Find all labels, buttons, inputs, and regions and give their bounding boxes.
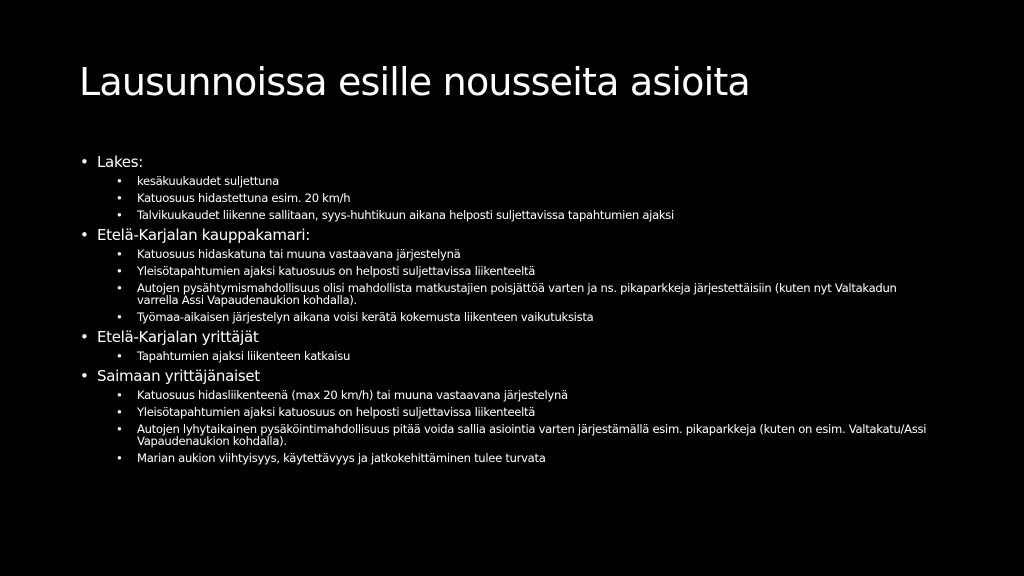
list-item: • Tapahtumien ajaksi liikenteen katkaisu [80,350,937,362]
list-item: • Katuosuus hidaskatuna tai muuna vastaavana järjestelynä [80,248,937,260]
list-item: • kesäkuukaudet suljettuna [80,175,937,187]
list-item: • Autojen pysähtymismahdollisuus olisi mahdollista matkustajien poisjättöä varten ja ns. pikaparkkeja järjestettäisiin (kuten nyt Valtakadun varrella Assi Vapaudenaukion kohdalla). [80,282,937,306]
section-yrittajat [80,328,940,362]
bullet-list [80,175,940,221]
list-item: • Autojen lyhytaikainen pysäköintimahdollisuus pitää voida sallia asiointia varten järjestämällä esim. pikaparkkeja (kuten on esim. Valtakatu/Assi Vapaudenaukion kohdalla). [80,423,937,447]
slide-content [80,150,940,469]
section-heading: • Etelä-Karjalan kauppakamari: [80,226,940,245]
list-item: • Yleisötapahtumien ajaksi katuosuus on helposti suljettavissa liikenteeltä [80,406,937,418]
section-yrittajanaiset [80,367,940,464]
section-heading: • Lakes: [80,153,940,172]
list-item: • Talvikuukaudet liikenne sallitaan, syys-huhtikuun aikana helposti suljettavissa tapahtumien ajaksi [80,209,937,221]
list-item: • Katuosuus hidastettuna esim. 20 km/h [80,192,937,204]
bullet-list [80,350,940,362]
slide-title: Lausunnoissa esille nousseita asioita [79,60,750,104]
bullet-list [80,389,940,464]
section-kauppakamari [80,226,940,323]
list-item: • Marian aukion viihtyisyys, käytettävyys ja jatkokehittäminen tulee turvata [80,452,937,464]
list-item: • Katuosuus hidasliikenteenä (max 20 km/h) tai muuna vastaavana järjestelynä [80,389,937,401]
section-lakes [80,153,940,221]
list-item: • Työmaa-aikaisen järjestelyn aikana voisi kerätä kokemusta liikenteen vaikutuksista [80,311,937,323]
section-heading: • Etelä-Karjalan yrittäjät [80,328,940,347]
section-heading: • Saimaan yrittäjänaiset [80,367,940,386]
list-item: • Yleisötapahtumien ajaksi katuosuus on helposti suljettavissa liikenteeltä [80,265,937,277]
bullet-list [80,248,940,323]
